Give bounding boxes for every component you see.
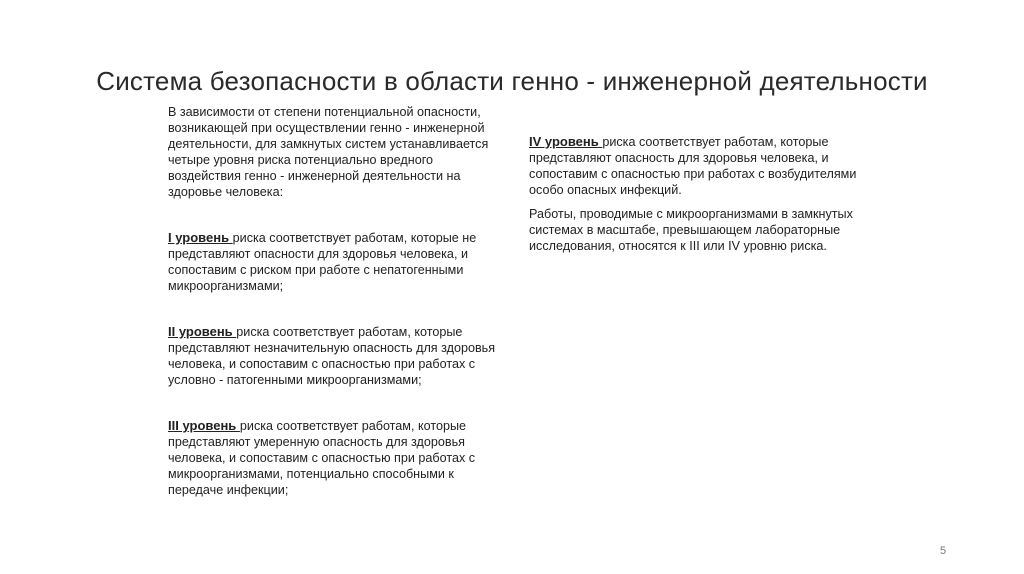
level-4-text: риска соответствует работам, которые представляют опасность для здоровья человека, и сопоставим с опасностью при работах с возбудителями особо опасных инфекций. — [529, 135, 857, 197]
level-4-paragraph — [529, 134, 869, 198]
spacer — [529, 198, 869, 206]
page-number: 5 — [940, 545, 947, 557]
left-column — [168, 104, 504, 498]
spacer — [168, 388, 504, 418]
level-3-paragraph — [168, 418, 504, 498]
level-1-text: риска соответствует работам, которые не представляют опасности для здоровья человека, и сопоставим с риском при работе с непатогенными микроорганизмами; — [168, 231, 477, 293]
level-2-text: риска соответствует работам, которые представляют незначительную опасность для здоровья человека, и сопоставим с опасностью при работах с условно - патогенными микроорганизмами; — [168, 325, 496, 387]
spacer — [168, 200, 504, 230]
level-2-paragraph — [168, 324, 504, 388]
level-2-label: II уровень — [168, 324, 237, 339]
level-3-text: риска соответствует работам, которые представляют умеренную опасность для здоровья человека, и сопоставим с опасностью при работах с микроорганизмами, потенциально способными к передаче инфекции; — [168, 419, 476, 497]
spacer — [168, 294, 504, 324]
right-column — [529, 134, 869, 254]
level-4-label: IV уровень — [529, 134, 603, 149]
intro-paragraph: В зависимости от степени потенциальной опасности, возникающей при осуществлении генно - инженерной деятельности, для замкнутых систем устанавливается четыре уровня риска потенциально вредного воздействия генно - инженерной деятельности на здоровье человека: — [168, 105, 489, 199]
level-1-paragraph — [168, 230, 504, 294]
level-3-label: III уровень — [168, 418, 240, 433]
note-paragraph: Работы, проводимые с микроорганизмами в замкнутых системах в масштабе, превышающем лабораторные исследования, относятся к III или IV уровню риска. — [529, 207, 853, 253]
level-1-label: I уровень — [168, 230, 233, 245]
slide-title: Система безопасности в области генно - инженерной деятельности — [96, 66, 928, 96]
